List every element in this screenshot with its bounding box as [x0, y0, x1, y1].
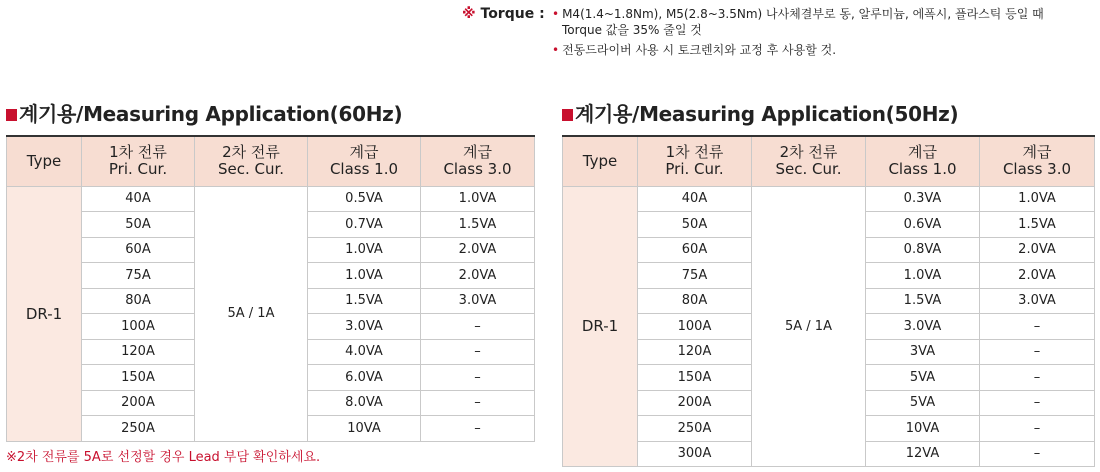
header-type: Type [7, 136, 82, 186]
primary-current-cell: 40A [638, 186, 752, 212]
class-1-cell: 0.6VA [866, 212, 980, 238]
header-secondary-current: 2차 전류 Sec. Cur. [195, 136, 308, 186]
primary-current-cell: 150A [82, 365, 195, 391]
reference-mark: ※ [462, 6, 476, 22]
header-class-1: 계급 Class 1.0 [308, 136, 421, 186]
primary-current-cell: 40A [82, 186, 195, 212]
primary-current-cell: 60A [82, 237, 195, 263]
primary-current-cell: 60A [638, 237, 752, 263]
class-1-cell: 5VA [866, 390, 980, 416]
secondary-current-cell: 5A / 1A [195, 186, 308, 441]
class-1-cell: 10VA [866, 416, 980, 442]
class-3-cell: – [421, 314, 535, 340]
primary-current-cell: 200A [82, 390, 195, 416]
primary-current-cell: 80A [638, 288, 752, 314]
class-1-cell: 1.0VA [308, 237, 421, 263]
class-3-cell: 2.0VA [980, 237, 1095, 263]
primary-current-cell: 150A [638, 365, 752, 391]
class-1-cell: 12VA [866, 441, 980, 467]
class-1-cell: 3VA [866, 339, 980, 365]
primary-current-cell: 300A [638, 441, 752, 467]
table-header-row [7, 136, 535, 186]
class-1-cell: 1.0VA [866, 263, 980, 289]
section-title-60hz: 계기용/Measuring Application(60Hz) [6, 98, 402, 127]
primary-current-cell: 250A [638, 416, 752, 442]
primary-current-cell: 120A [638, 339, 752, 365]
primary-current-cell: 75A [638, 263, 752, 289]
class-3-cell: 3.0VA [980, 288, 1095, 314]
class-3-cell: 1.5VA [421, 212, 535, 238]
header-type: Type [563, 136, 638, 186]
type-cell: DR-1 [563, 186, 638, 467]
class-1-cell: 0.3VA [866, 186, 980, 212]
section-title-50hz: 계기용/Measuring Application(50Hz) [562, 98, 958, 127]
primary-current-cell: 80A [82, 288, 195, 314]
torque-line-3: • 전동드라이버 사용 시 토크렌치와 교정 후 사용할 것. [552, 43, 837, 57]
class-3-cell: 2.0VA [421, 263, 535, 289]
primary-current-cell: 75A [82, 263, 195, 289]
primary-current-cell: 200A [638, 390, 752, 416]
class-1-cell: 1.5VA [866, 288, 980, 314]
type-cell: DR-1 [7, 186, 82, 441]
class-1-cell: 10VA [308, 416, 421, 442]
class-1-cell: 3.0VA [308, 314, 421, 340]
table-row [563, 186, 1095, 212]
square-bullet-icon [562, 109, 573, 121]
torque-label: ※ Torque : [462, 6, 545, 22]
class-3-cell: – [421, 390, 535, 416]
primary-current-cell: 250A [82, 416, 195, 442]
class-1-cell: 0.5VA [308, 186, 421, 212]
header-secondary-current: 2차 전류 Sec. Cur. [752, 136, 866, 186]
header-class-1: 계급 Class 1.0 [866, 136, 980, 186]
class-3-cell: – [980, 314, 1095, 340]
class-3-cell: 2.0VA [980, 263, 1095, 289]
table-row [7, 186, 535, 212]
header-class-3: 계급 Class 3.0 [980, 136, 1095, 186]
square-bullet-icon [6, 109, 17, 121]
header-primary-current: 1차 전류 Pri. Cur. [638, 136, 752, 186]
class-1-cell: 3.0VA [866, 314, 980, 340]
class-1-cell: 8.0VA [308, 390, 421, 416]
class-3-cell: 1.5VA [980, 212, 1095, 238]
class-1-cell: 0.7VA [308, 212, 421, 238]
footnote: ※2차 전류를 5A로 선정할 경우 Lead 부담 확인하세요. [6, 450, 321, 465]
class-1-cell: 0.8VA [866, 237, 980, 263]
class-3-cell: – [980, 339, 1095, 365]
secondary-current-cell: 5A / 1A [752, 186, 866, 467]
class-3-cell: – [980, 390, 1095, 416]
primary-current-cell: 50A [82, 212, 195, 238]
class-1-cell: 4.0VA [308, 339, 421, 365]
torque-line-2: Torque 값을 35% 줄일 것 [562, 23, 702, 37]
torque-line-1: • M4(1.4~1.8Nm), M5(2.8~3.5Nm) 나사체결부로 동, 알루미늄, 에폭시, 플라스틱 등일 때 [552, 7, 1044, 21]
class-3-cell: – [421, 365, 535, 391]
primary-current-cell: 120A [82, 339, 195, 365]
class-3-cell: – [980, 441, 1095, 467]
primary-current-cell: 100A [638, 314, 752, 340]
class-1-cell: 1.5VA [308, 288, 421, 314]
primary-current-cell: 100A [82, 314, 195, 340]
class-3-cell: – [421, 416, 535, 442]
class-3-cell: – [980, 416, 1095, 442]
header-primary-current: 1차 전류 Pri. Cur. [82, 136, 195, 186]
table-60hz [6, 135, 535, 442]
torque-note [462, 6, 1072, 58]
bullet-icon: • [552, 7, 560, 21]
header-class-3: 계급 Class 3.0 [421, 136, 535, 186]
class-3-cell: 3.0VA [421, 288, 535, 314]
class-1-cell: 5VA [866, 365, 980, 391]
class-3-cell: 1.0VA [980, 186, 1095, 212]
primary-current-cell: 50A [638, 212, 752, 238]
class-1-cell: 6.0VA [308, 365, 421, 391]
class-3-cell: 1.0VA [421, 186, 535, 212]
class-1-cell: 1.0VA [308, 263, 421, 289]
bullet-icon: • [552, 43, 560, 57]
table-header-row [563, 136, 1095, 186]
class-3-cell: 2.0VA [421, 237, 535, 263]
table-50hz [562, 135, 1095, 467]
class-3-cell: – [980, 365, 1095, 391]
class-3-cell: – [421, 339, 535, 365]
